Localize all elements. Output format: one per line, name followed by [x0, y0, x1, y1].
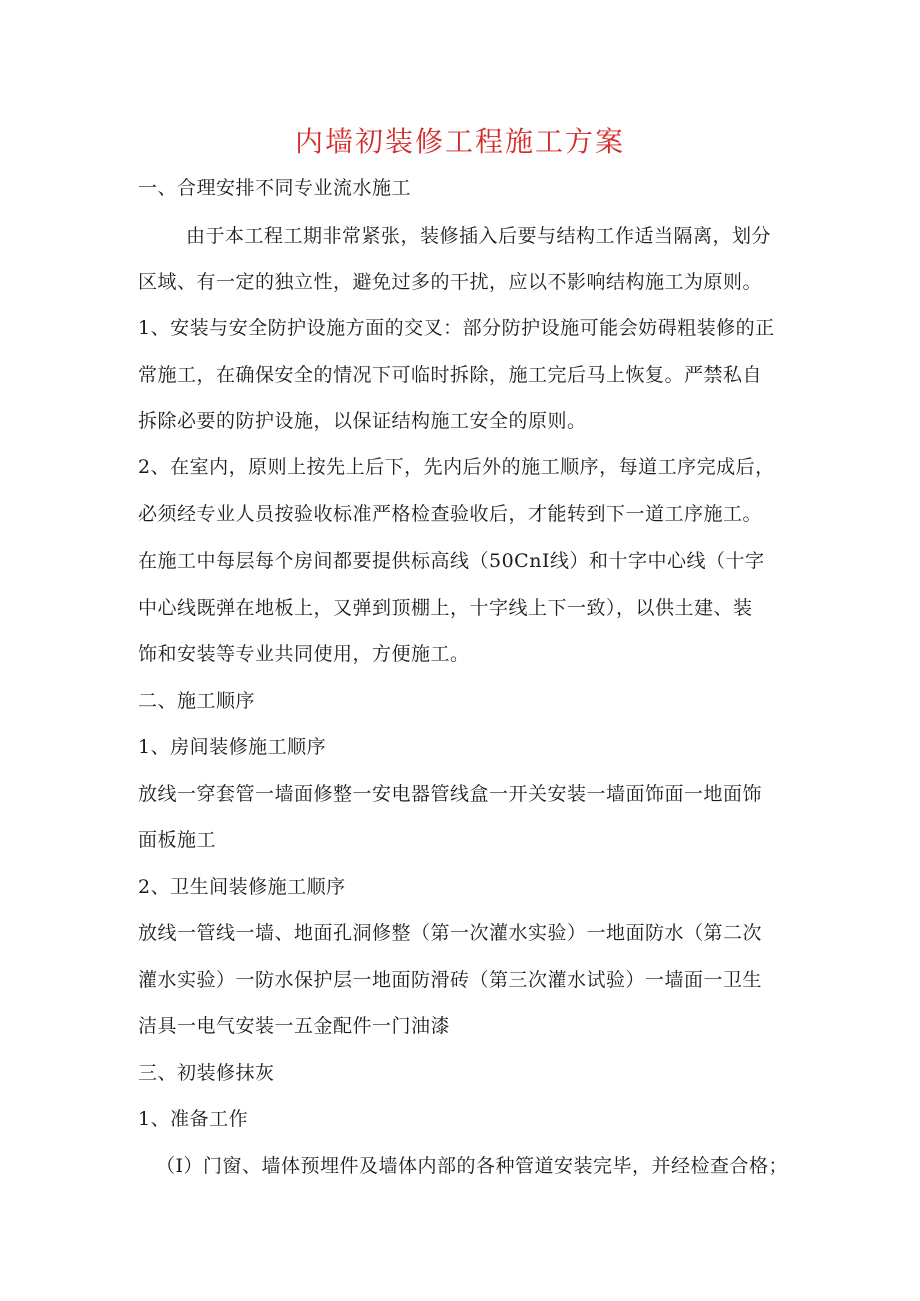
paragraph-line: 中心线既弹在地板上，又弹到顶棚上，十字线上下一致），以供土建、装 — [138, 597, 753, 619]
section-heading-3: 三、初装修抹灰 — [138, 1062, 275, 1084]
paragraph-line: 洁具一电气安装一五金配件一门油漆 — [138, 1015, 451, 1037]
paragraph-line: 区域、有一定的独立性，避免过多的干扰，应以不影响结构施工为原则。 — [138, 271, 763, 293]
paragraph-line: 1、安装与安全防护设施方面的交叉：部分防护设施可能会妨碍粗装修的正 — [138, 317, 775, 339]
paragraph-line: 放线一穿套管一墙面修整一安电器管线盒一开关安装一墙面饰面一地面饰 — [138, 783, 763, 805]
subsection-heading: 1、房间装修施工顺序 — [138, 736, 327, 758]
paragraph-line: 饰和安装等专业共同使用，方便施工。 — [138, 643, 470, 665]
paragraph-line: （I）门窗、墙体预埋件及墙体内部的各种管道安装完毕，并经检查合格； — [156, 1155, 789, 1177]
paragraph-line: 拆除必要的防护设施，以保证结构施工安全的原则。 — [138, 410, 587, 432]
paragraph-line: 必须经专业人员按验收标准严格检查验收后，才能转到下一道工序施工。 — [138, 503, 763, 525]
section-heading-2: 二、施工顺序 — [138, 690, 256, 712]
paragraph-line: 由于本工程工期非常紧张，装修插入后要与结构工作适当隔离，划分 — [186, 225, 772, 247]
paragraph-line: 放线一管线一墙、地面孔洞修整（第一次灌水实验）一地面防水（第二次 — [138, 922, 763, 944]
subsection-heading: 2、卫生间装修施工顺序 — [138, 876, 346, 898]
paragraph-line: 2、在室内，原则上按先上后下，先内后外的施工顺序，每道工序完成后， — [138, 456, 775, 478]
paragraph-line: 在施工中每层每个房间都要提供标高线（50CnI线）和十字中心线（十字 — [138, 550, 765, 572]
subsection-heading: 1、准备工作 — [138, 1108, 249, 1130]
paragraph-line: 灌水实验）一防水保护层一地面防滑砖（第三次灌水试验）一墙面一卫生 — [138, 969, 763, 991]
section-heading-1: 一、合理安排不同专业流水施工 — [138, 177, 412, 199]
paragraph-line: 常施工，在确保安全的情况下可临时拆除，施工完后马上恢复。严禁私自 — [138, 364, 763, 386]
document-title: 内墙初装修工程施工方案 — [294, 125, 625, 158]
paragraph-line: 面板施工 — [138, 829, 217, 851]
